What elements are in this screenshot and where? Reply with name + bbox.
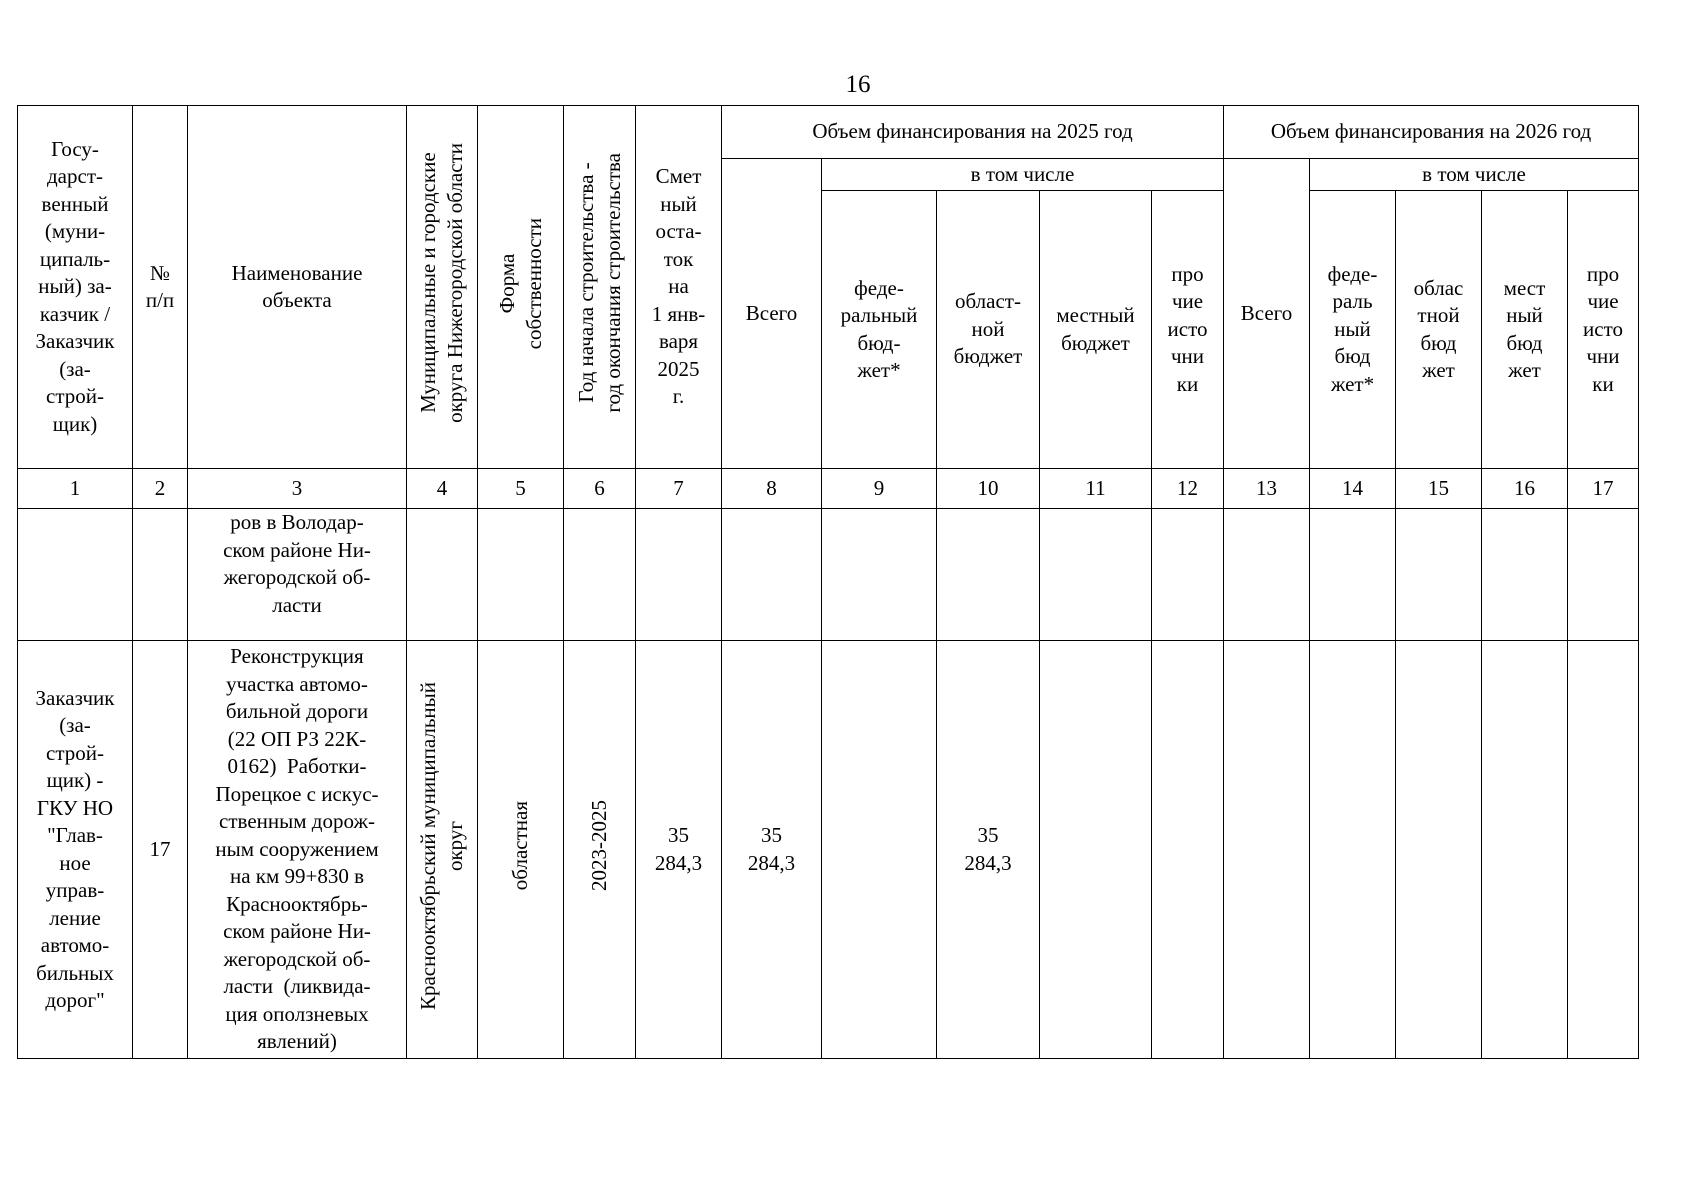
header-row-1 bbox=[18, 106, 1639, 159]
cell-other-2026 bbox=[1568, 509, 1639, 641]
cell-local-2026 bbox=[1482, 509, 1568, 641]
cell-federal-2026 bbox=[1310, 509, 1396, 641]
column-number: 13 bbox=[1224, 469, 1310, 509]
financing-table bbox=[17, 105, 1639, 1059]
cell-other-2025 bbox=[1152, 509, 1224, 641]
cell-local-2025 bbox=[1040, 509, 1152, 641]
column-number: 17 bbox=[1568, 469, 1639, 509]
cell-number: 17 bbox=[133, 641, 188, 1059]
header-estimated-balance: Смет ный оста- ток на 1 янв- варя 2025 г. bbox=[636, 106, 722, 469]
page-number: 16 bbox=[845, 71, 871, 98]
column-number: 6 bbox=[564, 469, 636, 509]
cell-regional-2026 bbox=[1396, 641, 1482, 1059]
column-number: 4 bbox=[407, 469, 478, 509]
cell-years: 2023-2025 bbox=[564, 641, 636, 1059]
cell-customer: Заказчик (за- строй- щик) - ГКУ НО "Глав- ное управ- ление автомо- бильных дорог" bbox=[18, 641, 133, 1059]
column-number: 7 bbox=[636, 469, 722, 509]
column-number: 15 bbox=[1396, 469, 1482, 509]
header-other-2026: про чие исто чни ки bbox=[1568, 191, 1639, 469]
cell-estimated-balance bbox=[636, 509, 722, 641]
cell-object-name: ров в Володар- ском районе Ни- жегородской об- ласти bbox=[188, 509, 407, 641]
header-local-2025: местный бюджет bbox=[1040, 191, 1152, 469]
column-number: 16 bbox=[1482, 469, 1568, 509]
header-local-2026: мест ный бюд жет bbox=[1482, 191, 1568, 469]
header-including-2025: в том числе bbox=[822, 159, 1224, 191]
column-number: 2 bbox=[133, 469, 188, 509]
column-number: 9 bbox=[822, 469, 937, 509]
header-total-2026: Всего bbox=[1224, 159, 1310, 469]
column-number: 14 bbox=[1310, 469, 1396, 509]
cell-object-name: Реконструкция участка автомо- бильной дороги (22 ОП РЗ 22К- 0162) Работки- Порецкое с искус- ственным дорож- ным сооружением на км 99+830 в Краснооктябрь- ском районе Ни- жегородской об- ласти (ликвида- ция оползневых явлений) bbox=[188, 641, 407, 1059]
column-number: 8 bbox=[722, 469, 822, 509]
column-number: 3 bbox=[188, 469, 407, 509]
header-funding-2025: Объем финансирования на 2025 год bbox=[722, 106, 1224, 159]
header-number: № п/п bbox=[133, 106, 188, 469]
header-regional-2025: област- ной бюджет bbox=[937, 191, 1040, 469]
column-number: 11 bbox=[1040, 469, 1152, 509]
header-object-name: Наименование объекта bbox=[188, 106, 407, 469]
cell-total-2025 bbox=[722, 509, 822, 641]
column-number: 12 bbox=[1152, 469, 1224, 509]
cell-estimated-balance: 35 284,3 bbox=[636, 641, 722, 1059]
cell-federal-2026 bbox=[1310, 641, 1396, 1059]
cell-other-2025 bbox=[1152, 641, 1224, 1059]
cell-number bbox=[133, 509, 188, 641]
header-funding-2026: Объем финансирования на 2026 год bbox=[1224, 106, 1639, 159]
cell-federal-2025 bbox=[822, 509, 937, 641]
header-customer: Госу- дарст- венный (муни- ципаль- ный) за- казчик / Заказчик (за- строй- щик) bbox=[18, 106, 133, 469]
column-number: 5 bbox=[478, 469, 564, 509]
cell-total-2025: 35 284,3 bbox=[722, 641, 822, 1059]
cell-ownership bbox=[478, 509, 564, 641]
cell-municipality bbox=[407, 509, 478, 641]
cell-years bbox=[564, 509, 636, 641]
cell-regional-2026 bbox=[1396, 509, 1482, 641]
cell-total-2026 bbox=[1224, 641, 1310, 1059]
cell-municipality: Краснооктябрьский муниципальный округ bbox=[407, 641, 478, 1059]
header-federal-2025: феде- ральный бюд- жет* bbox=[822, 191, 937, 469]
header-years: Год начала строительства - год окончания строительства bbox=[564, 106, 636, 469]
header-ownership: Форма собственности bbox=[478, 106, 564, 469]
cell-ownership: областная bbox=[478, 641, 564, 1059]
table-row bbox=[18, 509, 1639, 641]
column-number: 1 bbox=[18, 469, 133, 509]
header-federal-2026: феде- раль ный бюд жет* bbox=[1310, 191, 1396, 469]
table-row bbox=[18, 641, 1639, 1059]
header-including-2026: в том числе bbox=[1310, 159, 1639, 191]
cell-regional-2025 bbox=[937, 509, 1040, 641]
cell-local-2025 bbox=[1040, 641, 1152, 1059]
cell-other-2026 bbox=[1568, 641, 1639, 1059]
cell-total-2026 bbox=[1224, 509, 1310, 641]
header-municipality: Муниципальные и городские округа Нижегородской области bbox=[407, 106, 478, 469]
cell-customer bbox=[18, 509, 133, 641]
header-regional-2026: облас тной бюд жет bbox=[1396, 191, 1482, 469]
column-number: 10 bbox=[937, 469, 1040, 509]
header-total-2025: Всего bbox=[722, 159, 822, 469]
header-other-2025: про чие исто чни ки bbox=[1152, 191, 1224, 469]
cell-federal-2025 bbox=[822, 641, 937, 1059]
column-number-row bbox=[18, 469, 1639, 509]
cell-regional-2025: 35 284,3 bbox=[937, 641, 1040, 1059]
cell-local-2026 bbox=[1482, 641, 1568, 1059]
